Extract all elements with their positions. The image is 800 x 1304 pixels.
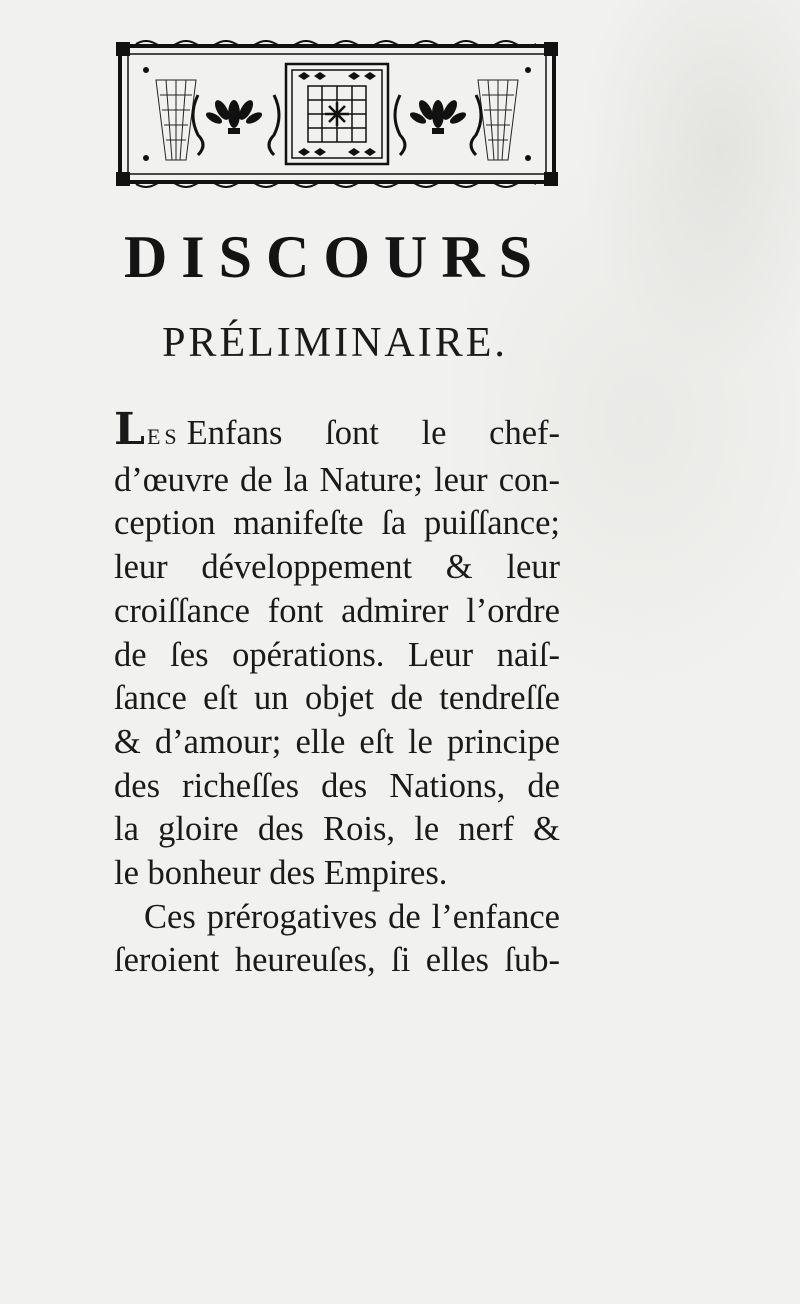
text-line: le bonheur des Empires. (114, 854, 448, 893)
text-line: croiſſance font admirer l’ordre (114, 591, 560, 630)
text-line: ſeroient heureuſes, ſi elles ſub- (114, 941, 560, 980)
text-line-content: Enfans ſont le chef- (186, 414, 560, 452)
text-line: de ſes opérations. Leur naiſ- (114, 635, 560, 674)
page-title: DISCOURS (123, 224, 547, 290)
page-subtitle: PRÉLIMINAIRE. (162, 320, 508, 366)
text-line: d’œuvre de la Nature; leur con- (114, 460, 560, 499)
small-caps: ES (146, 424, 181, 449)
body-text (114, 404, 560, 983)
text-line: la gloire des Rois, le nerf & (114, 810, 560, 849)
text-line: Ces prérogatives de l’enfance (144, 897, 560, 936)
text-line: & d’amour; elle eſt le principe (114, 722, 560, 761)
text-line: des richeſſes des Nations, de (114, 766, 560, 805)
text-line: ſance eſt un objet de tendreſſe (114, 679, 560, 718)
drop-cap: L (114, 404, 145, 455)
text-line: leur développement & leur (114, 548, 560, 587)
text-line: ception manifeſte ſa puiſſance; (114, 504, 560, 543)
decorative-headpiece-ornament (116, 40, 558, 188)
text-line (114, 404, 560, 459)
